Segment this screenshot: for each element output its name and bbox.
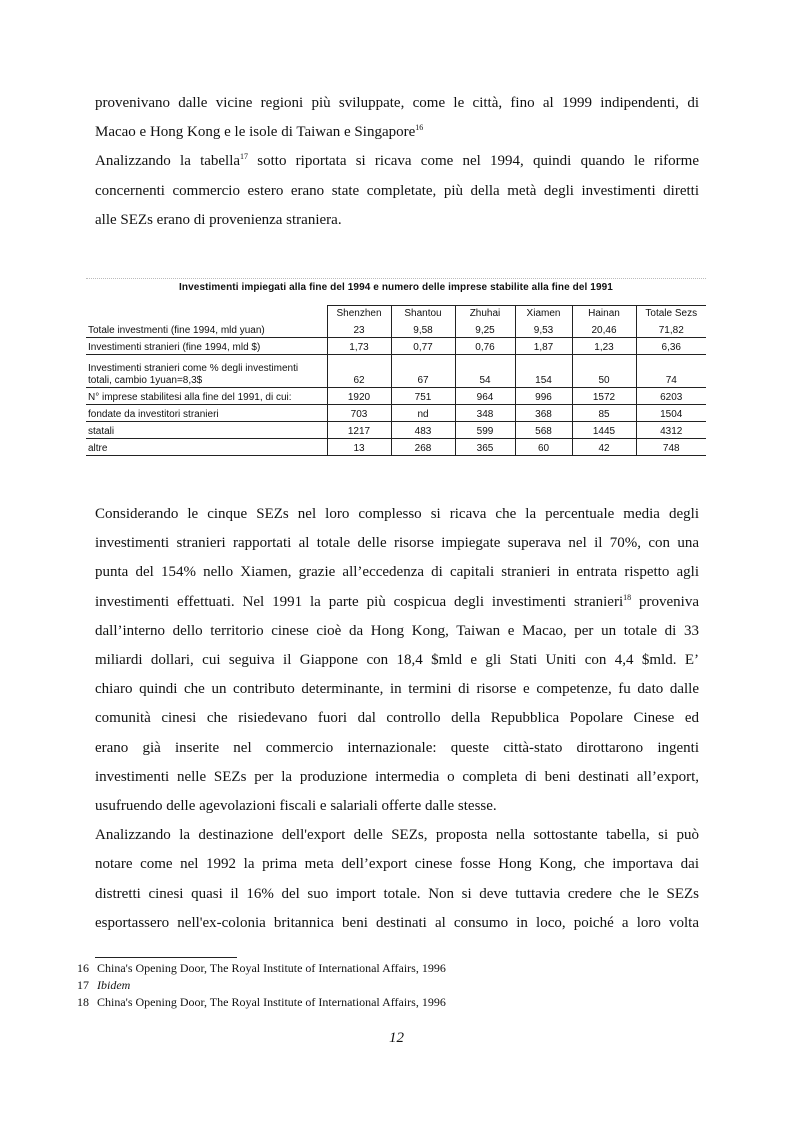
table-cell: 6203	[636, 388, 706, 405]
table-cell: 964	[455, 388, 515, 405]
footnote-separator	[95, 957, 237, 958]
table-row	[86, 439, 706, 456]
table-cell: 483	[391, 422, 455, 439]
table-cell: 1504	[636, 405, 706, 422]
footnote-text: China's Opening Door, The Royal Institute of International Affairs, 1996	[97, 961, 446, 975]
footnote	[77, 995, 446, 1009]
footnote	[77, 978, 130, 992]
table-cell: 1,23	[572, 338, 636, 355]
text-line: Macao e Hong Kong e le isole di Taiwan e Singapore$^{16}$	[95, 123, 424, 141]
text-line: notare come nel 1992 la prima meta dell’export cinese fosse Hong Kong, che importava dai	[95, 856, 699, 873]
text-line: concernenti commercio estero erano state completate, più della metà degli investimenti diretti	[95, 182, 699, 199]
table-cell: 1,73	[327, 338, 391, 355]
text-line: alle SEZs erano di provenienza straniera.	[95, 211, 342, 228]
page-number: 12	[389, 1030, 404, 1046]
table-title: Investimenti impiegati alla fine del 1994 e numero delle imprese stabilite alla fine del 1991	[179, 282, 613, 293]
table-cell: 71,82	[636, 320, 706, 338]
table-cell: 1920	[327, 388, 391, 405]
investment-data-table	[86, 305, 706, 456]
text-line: comunità cinesi che risiedevano fuori dal controllo della Repubblica Popolare Cinese ed	[95, 710, 699, 727]
table-cell: nd	[391, 405, 455, 422]
text-line: investimenti stranieri rapportati al totale delle risorse impiegate superava nel il 70%, con una	[95, 535, 699, 552]
text-line: erano già inserite nel commercio internazionale: queste città-stato dirottarono ingenti	[95, 739, 699, 756]
table-cell: 365	[455, 439, 515, 456]
text-line: Analizzando la destinazione dell'export delle SEZs, proposta nella sottostante tabella, si può	[95, 827, 699, 844]
table-cell: 1572	[572, 388, 636, 405]
table-row	[86, 422, 706, 439]
table-cell: 62	[327, 355, 391, 388]
table-cell: 67	[391, 355, 455, 388]
investment-table	[86, 278, 706, 456]
table-cell: 703	[327, 405, 391, 422]
text-line: dall’interno dello territorio cinese cioè da Hong Kong, Taiwan e Macao, per un totale di 33	[95, 622, 699, 639]
table-cell: 6,36	[636, 338, 706, 355]
text-line: punta del 154% nello Xiamen, grazie all’eccedenza di capitali stranieri in entrata rispetto agli	[95, 564, 699, 581]
table-cell: 599	[455, 422, 515, 439]
table-cell: 13	[327, 439, 391, 456]
table-cell: 368	[515, 405, 572, 422]
table-cell: 751	[391, 388, 455, 405]
table-cell: 20,46	[572, 320, 636, 338]
table-cell: 54	[455, 355, 515, 388]
table-cell: 9,58	[391, 320, 455, 338]
row-label: Investimenti stranieri come % degli investimenti totali, cambio 1yuan=8,3$	[86, 355, 327, 388]
table-row	[86, 388, 706, 405]
text-line: investimenti nelle SEZs per la produzione intermedia o completa di beni destinati all’export,	[95, 768, 699, 785]
table-cell: 1445	[572, 422, 636, 439]
footnote-number: 16	[77, 961, 89, 975]
table-top-rule	[86, 278, 706, 279]
column-header: Shantou	[391, 306, 455, 321]
row-label: statali	[86, 422, 327, 439]
table-cell: 348	[455, 405, 515, 422]
footnote-text: China's Opening Door, The Royal Institute of International Affairs, 1996	[97, 995, 446, 1009]
column-header: Hainan	[572, 306, 636, 321]
column-header: Zhuhai	[455, 306, 515, 321]
table-cell: 85	[572, 405, 636, 422]
column-header: Shenzhen	[327, 306, 391, 321]
footnote-number: 17	[77, 978, 89, 992]
table-cell: 748	[636, 439, 706, 456]
text-line: distretti cinesi quasi il 16% del suo import totale. Non si deve tuttavia credere che le SEZs	[95, 885, 699, 902]
row-label: Investimenti stranieri (fine 1994, mld $)	[86, 338, 327, 355]
analysis-paragraph	[95, 500, 699, 938]
text-line: investimenti effettuati. Nel 1991 la parte più cospicua degli investimenti stranieri$^{18}$ proveniva	[95, 592, 699, 610]
table-cell: 1,87	[515, 338, 572, 355]
footnote	[77, 961, 446, 975]
text-line: esportassero nell'ex-colonia britannica beni destinati al consumo in loco, poiché a loro volta	[95, 914, 699, 931]
table-row	[86, 405, 706, 422]
table-cell: 268	[391, 439, 455, 456]
table-cell: 9,53	[515, 320, 572, 338]
text-line: usufruendo delle agevolazioni fiscali e salariali offerte dalle stesse.	[95, 798, 497, 815]
table-row	[86, 338, 706, 355]
text-line: Considerando le cinque SEZs nel loro complesso si ricava che la percentuale media degli	[95, 506, 699, 522]
row-label: N° imprese stabilitesi alla fine del 1991, di cui:	[86, 388, 327, 405]
row-label: altre	[86, 439, 327, 456]
table-cell: 50	[572, 355, 636, 388]
footnote-ref-18[interactable]: 18	[623, 592, 632, 602]
text-line: miliardi dollari, cui seguiva il Giappone con 18,4 $mld e gli Stati Uniti con 4,4 $mld. E’	[95, 652, 699, 669]
column-header: Xiamen	[515, 306, 572, 321]
table-cell: 42	[572, 439, 636, 456]
table-cell: 154	[515, 355, 572, 388]
table-cell: 0,77	[391, 338, 455, 355]
row-label: Totale investmenti (fine 1994, mld yuan)	[88, 325, 265, 336]
table-cell: 4312	[636, 422, 706, 439]
text-line: chiaro quindi che un contributo determinante, in termini di risorse e competenze, fu dato dalle	[95, 681, 699, 698]
table-header-row	[86, 306, 706, 321]
table-cell: 996	[515, 388, 572, 405]
table-cell: 9,25	[455, 320, 515, 338]
intro-paragraph	[95, 89, 699, 235]
text-line: provenivano dalle vicine regioni più sviluppate, come le città, fino al 1999 indipendenti, di	[95, 95, 699, 111]
footnote-text: Ibidem	[97, 978, 131, 992]
row-label: fondate da investitori stranieri	[86, 405, 327, 422]
table-cell: 74	[636, 355, 706, 388]
footnote-ref-16[interactable]: 16	[415, 123, 424, 133]
table-cell: 0,76	[455, 338, 515, 355]
table-row	[86, 320, 706, 338]
table-cell: 568	[515, 422, 572, 439]
column-header: Totale Sezs	[636, 306, 706, 321]
table-cell: 23	[327, 320, 391, 338]
text-line: Analizzando la tabella$^{17}$ sotto riportata si ricava come nel 1994, quindi quando le riforme	[95, 152, 699, 170]
table-cell: 60	[515, 439, 572, 456]
footnote-ref-17[interactable]: 17	[240, 152, 249, 162]
footnote-number: 18	[77, 995, 89, 1009]
table-row	[86, 355, 706, 388]
table-cell: 1217	[327, 422, 391, 439]
